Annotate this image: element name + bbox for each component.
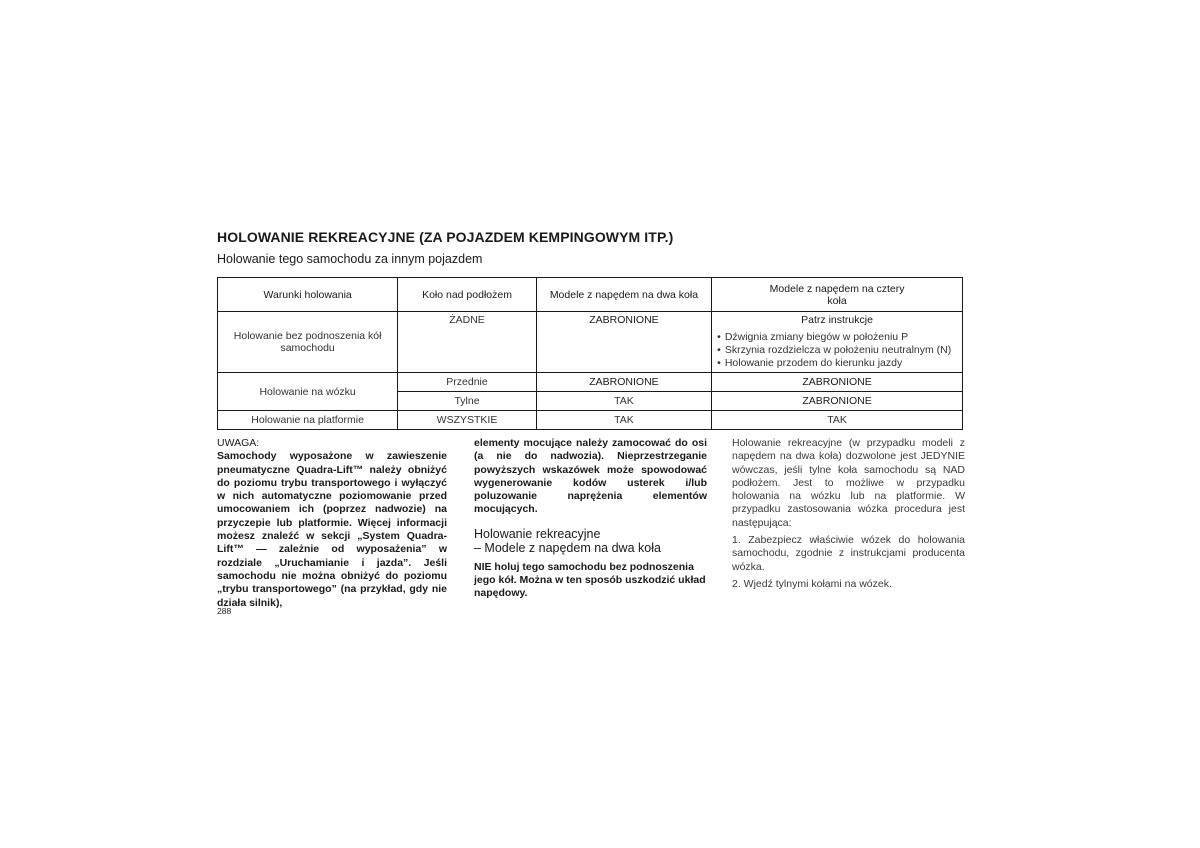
header-four-wheel-text: Modele z napędem na cztery koła: [769, 282, 905, 307]
cell-four-wheel: ZABRONIONE: [712, 392, 963, 411]
page-number: 288: [217, 606, 232, 616]
list-item: • Skrzynia rozdzielcza w położeniu neutralnym (N): [717, 344, 957, 357]
cell-four-wheel: [712, 312, 963, 373]
table-header-row: [218, 278, 963, 312]
header-condition: Warunki holowania: [218, 278, 398, 312]
cell-two-wheel: ZABRONIONE: [536, 373, 711, 392]
cell-condition: Holowanie bez podnoszenia kół samochodu: [218, 312, 398, 373]
four-wheel-title: Patrz instrukcje: [801, 314, 873, 326]
cell-two-wheel: ZABRONIONE: [536, 312, 711, 373]
note-label: UWAGA:: [217, 437, 260, 449]
cell-wheel: Przednie: [398, 373, 537, 392]
section-title: [474, 527, 707, 555]
table-row: [218, 312, 963, 373]
cell-wheel: WSZYSTKIE: [398, 411, 537, 430]
note-text: Samochody wyposażone w zawieszenie pneumatyczne Quadra-Lift™ należy obniżyć do poziomu trybu transportowego i wyłączyć w nich automatyczne poziomowanie przed umocowaniem ich (poprzez nadwozie) na przyczepie lub platformie. Więcej informacji możesz znaleźć w sekcji „System Quadra-Lift™ — zależnie od wyposażenia” w rozdziale „Uruchamianie i jazda”. Jeśli samochodu nie można obniżyć do poziomu „trybu transportowego” (na przykład, gdy nie działa silnik),: [217, 450, 447, 609]
cell-four-wheel: ZABRONIONE: [712, 373, 963, 392]
note-column: [217, 437, 447, 610]
towing-table: [217, 277, 963, 430]
procedure-step-1: 1. Zabezpiecz właściwie wózek do holowania samochodu, zgodnie z instrukcjami producenta wózka.: [732, 534, 965, 573]
cell-wheel: ŻADNE: [398, 312, 537, 373]
cell-two-wheel: TAK: [536, 411, 711, 430]
cell-condition: Holowanie na wózku: [218, 373, 398, 411]
table-row: [218, 373, 963, 392]
procedure-step-2: 2. Wjedź tylnymi kołami na wózek.: [732, 577, 892, 590]
section-title-line2: – Modele z napędem na dwa koła: [474, 540, 661, 555]
warning-text: NIE holuj tego samochodu bez podnoszenia jego kół. Można w ten sposób uszkodzić układ napędowy.: [474, 560, 706, 600]
note-continuation: elementy mocujące należy zamocować do osi (a nie do nadwozia). Nieprzestrzeganie powyższych wskazówek może spowodować wygenerowanie kodów usterek i/lub poluzowanie naprężenia elementów mocujących.: [474, 437, 707, 516]
right-column: [732, 437, 965, 595]
list-item: • Dźwignia zmiany biegów w położeniu P: [717, 331, 957, 344]
middle-column: [474, 437, 707, 601]
procedure-intro: Holowanie rekreacyjne (w przypadku modeli z napędem na dwa koła) dozwolone jest JEDYNIE wówczas, jeśli tylne koła samochodu są NAD podłożem. Jest to możliwe w przypadku holowania na wózku lub na platformie. W przypadku zastosowania wózka procedura jest następująca:: [732, 437, 965, 529]
cell-condition: Holowanie na platformie: [218, 411, 398, 430]
header-wheel: Koło nad podłożem: [398, 278, 537, 312]
cell-four-wheel: TAK: [712, 411, 963, 430]
table-row: [218, 411, 963, 430]
four-wheel-bullets: [717, 331, 957, 370]
section-subheading: Holowanie tego samochodu za innym pojazdem: [217, 252, 483, 266]
list-item: • Holowanie przodem do kierunku jazdy: [717, 357, 957, 370]
section-heading: HOLOWANIE REKREACYJNE (ZA POJAZDEM KEMPINGOWYM ITP.): [217, 229, 674, 245]
header-two-wheel: Modele z napędem na dwa koła: [536, 278, 711, 312]
section-title-line1: Holowanie rekreacyjne: [474, 526, 601, 541]
cell-wheel: Tylne: [398, 392, 537, 411]
cell-two-wheel: TAK: [536, 392, 711, 411]
header-four-wheel: [712, 278, 963, 312]
